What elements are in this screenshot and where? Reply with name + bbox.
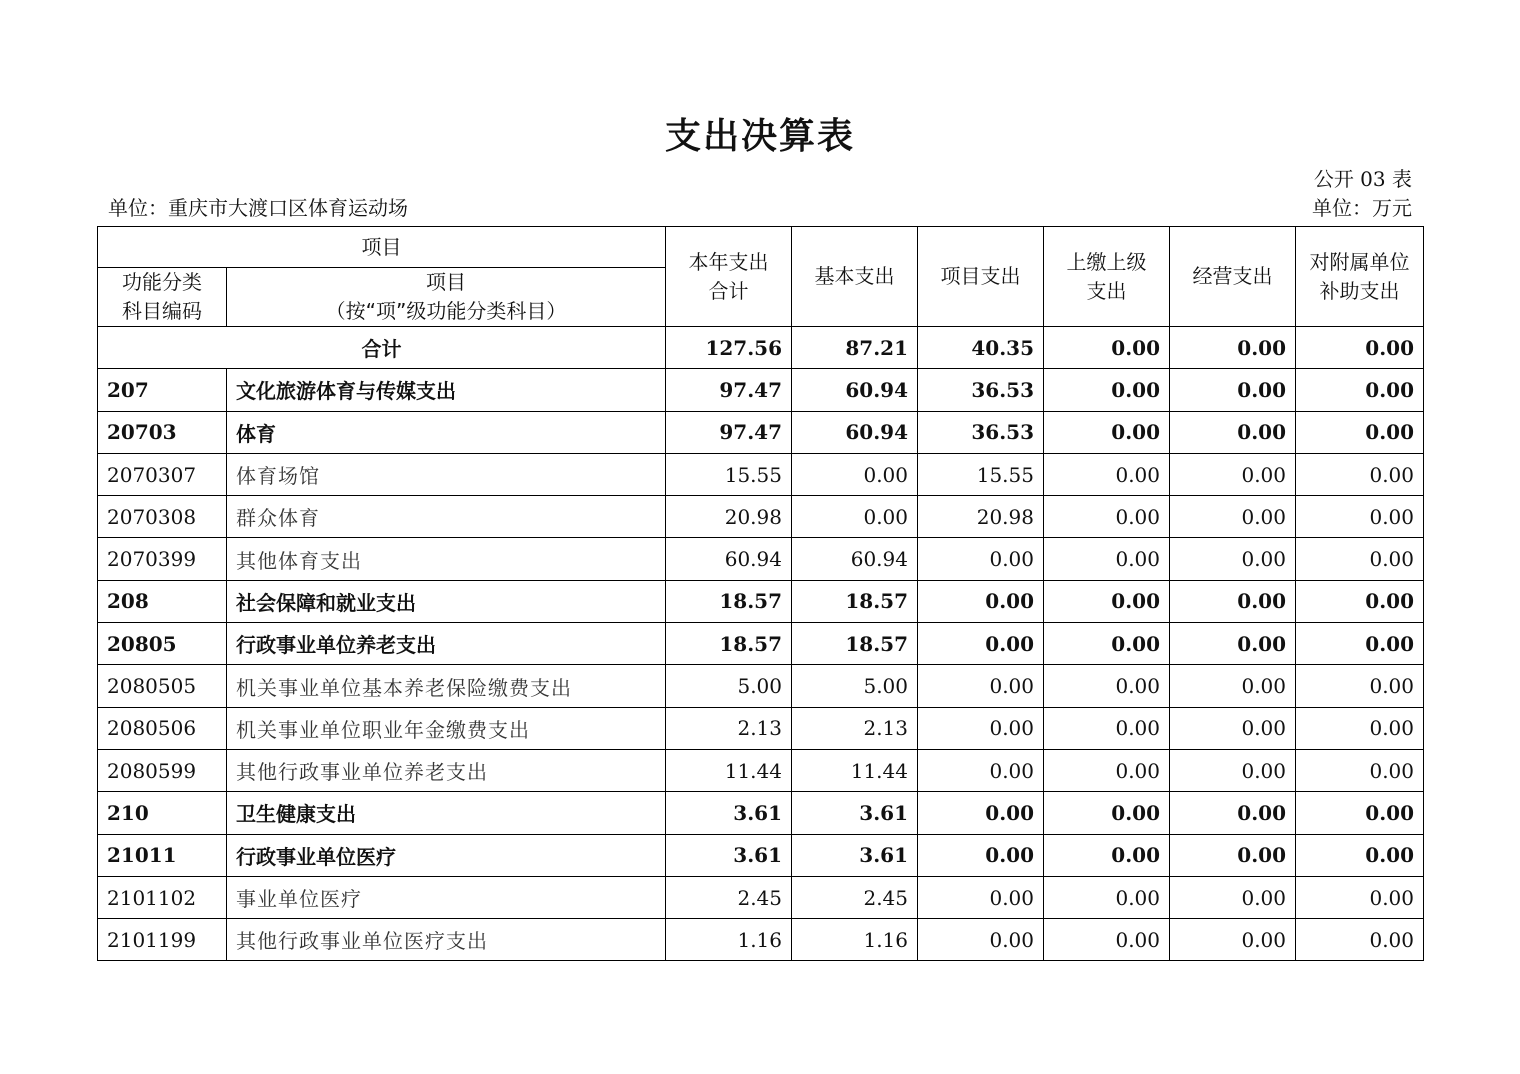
table-row — [98, 623, 1424, 665]
cell-total: 18.57 — [666, 580, 792, 622]
cell-operating: 0.00 — [1170, 749, 1296, 791]
total-amount: 127.56 — [666, 327, 792, 369]
cell-total: 2.45 — [666, 876, 792, 918]
cell-operating: 0.00 — [1170, 665, 1296, 707]
cell-subsidy: 0.00 — [1296, 876, 1424, 918]
cell-name: 文化旅游体育与传媒支出 — [227, 369, 666, 411]
cell-name: 其他行政事业单位养老支出 — [227, 749, 666, 791]
cell-upper: 0.00 — [1044, 623, 1170, 665]
cell-basic: 2.13 — [792, 707, 918, 749]
cell-subsidy: 0.00 — [1296, 538, 1424, 580]
total-upper: 0.00 — [1044, 327, 1170, 369]
cell-subsidy: 0.00 — [1296, 919, 1424, 961]
cell-operating: 0.00 — [1170, 453, 1296, 495]
cell-total: 97.47 — [666, 369, 792, 411]
cell-operating: 0.00 — [1170, 411, 1296, 453]
table-row — [98, 792, 1424, 834]
cell-project: 0.00 — [918, 792, 1044, 834]
header-item-group: 项目 — [98, 227, 666, 268]
cell-upper: 0.00 — [1044, 369, 1170, 411]
cell-project: 0.00 — [918, 919, 1044, 961]
cell-code: 2080505 — [98, 665, 227, 707]
cell-code: 2070308 — [98, 496, 227, 538]
cell-subsidy: 0.00 — [1296, 411, 1424, 453]
total-basic: 87.21 — [792, 327, 918, 369]
cell-name: 机关事业单位基本养老保险缴费支出 — [227, 665, 666, 707]
cell-name: 行政事业单位医疗 — [227, 834, 666, 876]
header-total — [666, 227, 792, 327]
cell-code: 208 — [98, 580, 227, 622]
cell-operating: 0.00 — [1170, 580, 1296, 622]
cell-code: 21011 — [98, 834, 227, 876]
cell-subsidy: 0.00 — [1296, 834, 1424, 876]
cell-operating: 0.00 — [1170, 496, 1296, 538]
cell-basic: 0.00 — [792, 453, 918, 495]
cell-name: 群众体育 — [227, 496, 666, 538]
cell-total: 97.47 — [666, 411, 792, 453]
cell-code: 2080599 — [98, 749, 227, 791]
cell-subsidy: 0.00 — [1296, 707, 1424, 749]
cell-name: 体育 — [227, 411, 666, 453]
cell-code: 210 — [98, 792, 227, 834]
cell-subsidy: 0.00 — [1296, 369, 1424, 411]
cell-total: 15.55 — [666, 453, 792, 495]
cell-project: 0.00 — [918, 707, 1044, 749]
cell-code: 20703 — [98, 411, 227, 453]
cell-basic: 60.94 — [792, 369, 918, 411]
table-row — [98, 453, 1424, 495]
cell-project: 0.00 — [918, 538, 1044, 580]
cell-operating: 0.00 — [1170, 834, 1296, 876]
cell-basic: 3.61 — [792, 834, 918, 876]
header-code — [98, 268, 227, 327]
cell-name: 社会保障和就业支出 — [227, 580, 666, 622]
table-row — [98, 834, 1424, 876]
form-number: 公开 03 表 — [1313, 167, 1412, 191]
header-subsidy-line1: 对附属单位 — [1309, 249, 1410, 274]
cell-subsidy: 0.00 — [1296, 665, 1424, 707]
cell-project: 36.53 — [918, 369, 1044, 411]
cell-subsidy: 0.00 — [1296, 792, 1424, 834]
cell-upper: 0.00 — [1044, 834, 1170, 876]
header-subsidy — [1296, 227, 1424, 327]
cell-project: 0.00 — [918, 834, 1044, 876]
cell-operating: 0.00 — [1170, 707, 1296, 749]
table-row — [98, 876, 1424, 918]
cell-total: 18.57 — [666, 623, 792, 665]
cell-total: 20.98 — [666, 496, 792, 538]
cell-subsidy: 0.00 — [1296, 453, 1424, 495]
header-code-line2: 科目编码 — [122, 299, 202, 323]
cell-total: 5.00 — [666, 665, 792, 707]
table-row — [98, 369, 1424, 411]
cell-basic: 60.94 — [792, 411, 918, 453]
header-project: 项目支出 — [918, 227, 1044, 327]
cell-basic: 18.57 — [792, 623, 918, 665]
cell-operating: 0.00 — [1170, 538, 1296, 580]
cell-operating: 0.00 — [1170, 623, 1296, 665]
cell-project: 15.55 — [918, 453, 1044, 495]
cell-total: 3.61 — [666, 792, 792, 834]
header-total-line1: 本年支出 — [688, 249, 769, 274]
cell-project: 0.00 — [918, 876, 1044, 918]
cell-upper: 0.00 — [1044, 792, 1170, 834]
cell-upper: 0.00 — [1044, 749, 1170, 791]
header-subsidy-line2: 补助支出 — [1319, 278, 1400, 303]
cell-total: 11.44 — [666, 749, 792, 791]
cell-upper: 0.00 — [1044, 707, 1170, 749]
header-code-line1: 功能分类 — [122, 270, 202, 294]
cell-basic: 3.61 — [792, 792, 918, 834]
cell-operating: 0.00 — [1170, 876, 1296, 918]
cell-basic: 1.16 — [792, 919, 918, 961]
cell-code: 2101102 — [98, 876, 227, 918]
header-name — [227, 268, 666, 327]
table-row — [98, 411, 1424, 453]
cell-total: 1.16 — [666, 919, 792, 961]
cell-project: 0.00 — [918, 580, 1044, 622]
header-upper — [1044, 227, 1170, 327]
reporting-unit: 单位：重庆市大渡口区体育运动场 — [108, 196, 408, 220]
cell-subsidy: 0.00 — [1296, 580, 1424, 622]
cell-name: 体育场馆 — [227, 453, 666, 495]
cell-upper: 0.00 — [1044, 538, 1170, 580]
cell-operating: 0.00 — [1170, 919, 1296, 961]
cell-name: 事业单位医疗 — [227, 876, 666, 918]
cell-name: 行政事业单位养老支出 — [227, 623, 666, 665]
total-subsidy: 0.00 — [1296, 327, 1424, 369]
total-label: 合计 — [98, 327, 666, 369]
header-basic: 基本支出 — [792, 227, 918, 327]
total-operating: 0.00 — [1170, 327, 1296, 369]
cell-total: 3.61 — [666, 834, 792, 876]
cell-upper: 0.00 — [1044, 876, 1170, 918]
table-row — [98, 749, 1424, 791]
currency-unit: 单位：万元 — [1312, 196, 1412, 220]
table-row — [98, 580, 1424, 622]
cell-code: 20805 — [98, 623, 227, 665]
cell-operating: 0.00 — [1170, 369, 1296, 411]
cell-upper: 0.00 — [1044, 411, 1170, 453]
cell-project: 0.00 — [918, 623, 1044, 665]
cell-name: 其他行政事业单位医疗支出 — [227, 919, 666, 961]
cell-code: 207 — [98, 369, 227, 411]
cell-upper: 0.00 — [1044, 580, 1170, 622]
cell-operating: 0.00 — [1170, 792, 1296, 834]
cell-subsidy: 0.00 — [1296, 496, 1424, 538]
header-name-line2: （按“项”级功能分类科目） — [325, 299, 567, 323]
expenditure-table — [97, 226, 1424, 961]
cell-project: 0.00 — [918, 665, 1044, 707]
cell-project: 36.53 — [918, 411, 1044, 453]
table-row — [98, 919, 1424, 961]
cell-project: 0.00 — [918, 749, 1044, 791]
cell-upper: 0.00 — [1044, 496, 1170, 538]
cell-basic: 0.00 — [792, 496, 918, 538]
total-project: 40.35 — [918, 327, 1044, 369]
table-body — [98, 327, 1424, 961]
cell-upper: 0.00 — [1044, 919, 1170, 961]
cell-code: 2080506 — [98, 707, 227, 749]
cell-total: 60.94 — [666, 538, 792, 580]
table-row — [98, 538, 1424, 580]
cell-code: 2070399 — [98, 538, 227, 580]
header-upper-line1: 上缴上级 — [1066, 249, 1147, 274]
table-header — [98, 227, 1424, 327]
cell-subsidy: 0.00 — [1296, 623, 1424, 665]
cell-basic: 18.57 — [792, 580, 918, 622]
cell-name: 卫生健康支出 — [227, 792, 666, 834]
cell-basic: 60.94 — [792, 538, 918, 580]
cell-project: 20.98 — [918, 496, 1044, 538]
table-row — [98, 496, 1424, 538]
cell-upper: 0.00 — [1044, 453, 1170, 495]
table-row — [98, 707, 1424, 749]
cell-total: 2.13 — [666, 707, 792, 749]
cell-basic: 5.00 — [792, 665, 918, 707]
cell-subsidy: 0.00 — [1296, 749, 1424, 791]
header-operating: 经营支出 — [1170, 227, 1296, 327]
cell-code: 2070307 — [98, 453, 227, 495]
cell-name: 其他体育支出 — [227, 538, 666, 580]
cell-code: 2101199 — [98, 919, 227, 961]
header-upper-line2: 支出 — [1086, 278, 1127, 303]
header-name-line1: 项目 — [426, 270, 466, 294]
total-row — [98, 327, 1424, 369]
cell-name: 机关事业单位职业年金缴费支出 — [227, 707, 666, 749]
page-title: 支出决算表 — [664, 116, 855, 157]
cell-upper: 0.00 — [1044, 665, 1170, 707]
cell-basic: 2.45 — [792, 876, 918, 918]
header-total-line2: 合计 — [708, 278, 749, 303]
table-row — [98, 665, 1424, 707]
cell-basic: 11.44 — [792, 749, 918, 791]
